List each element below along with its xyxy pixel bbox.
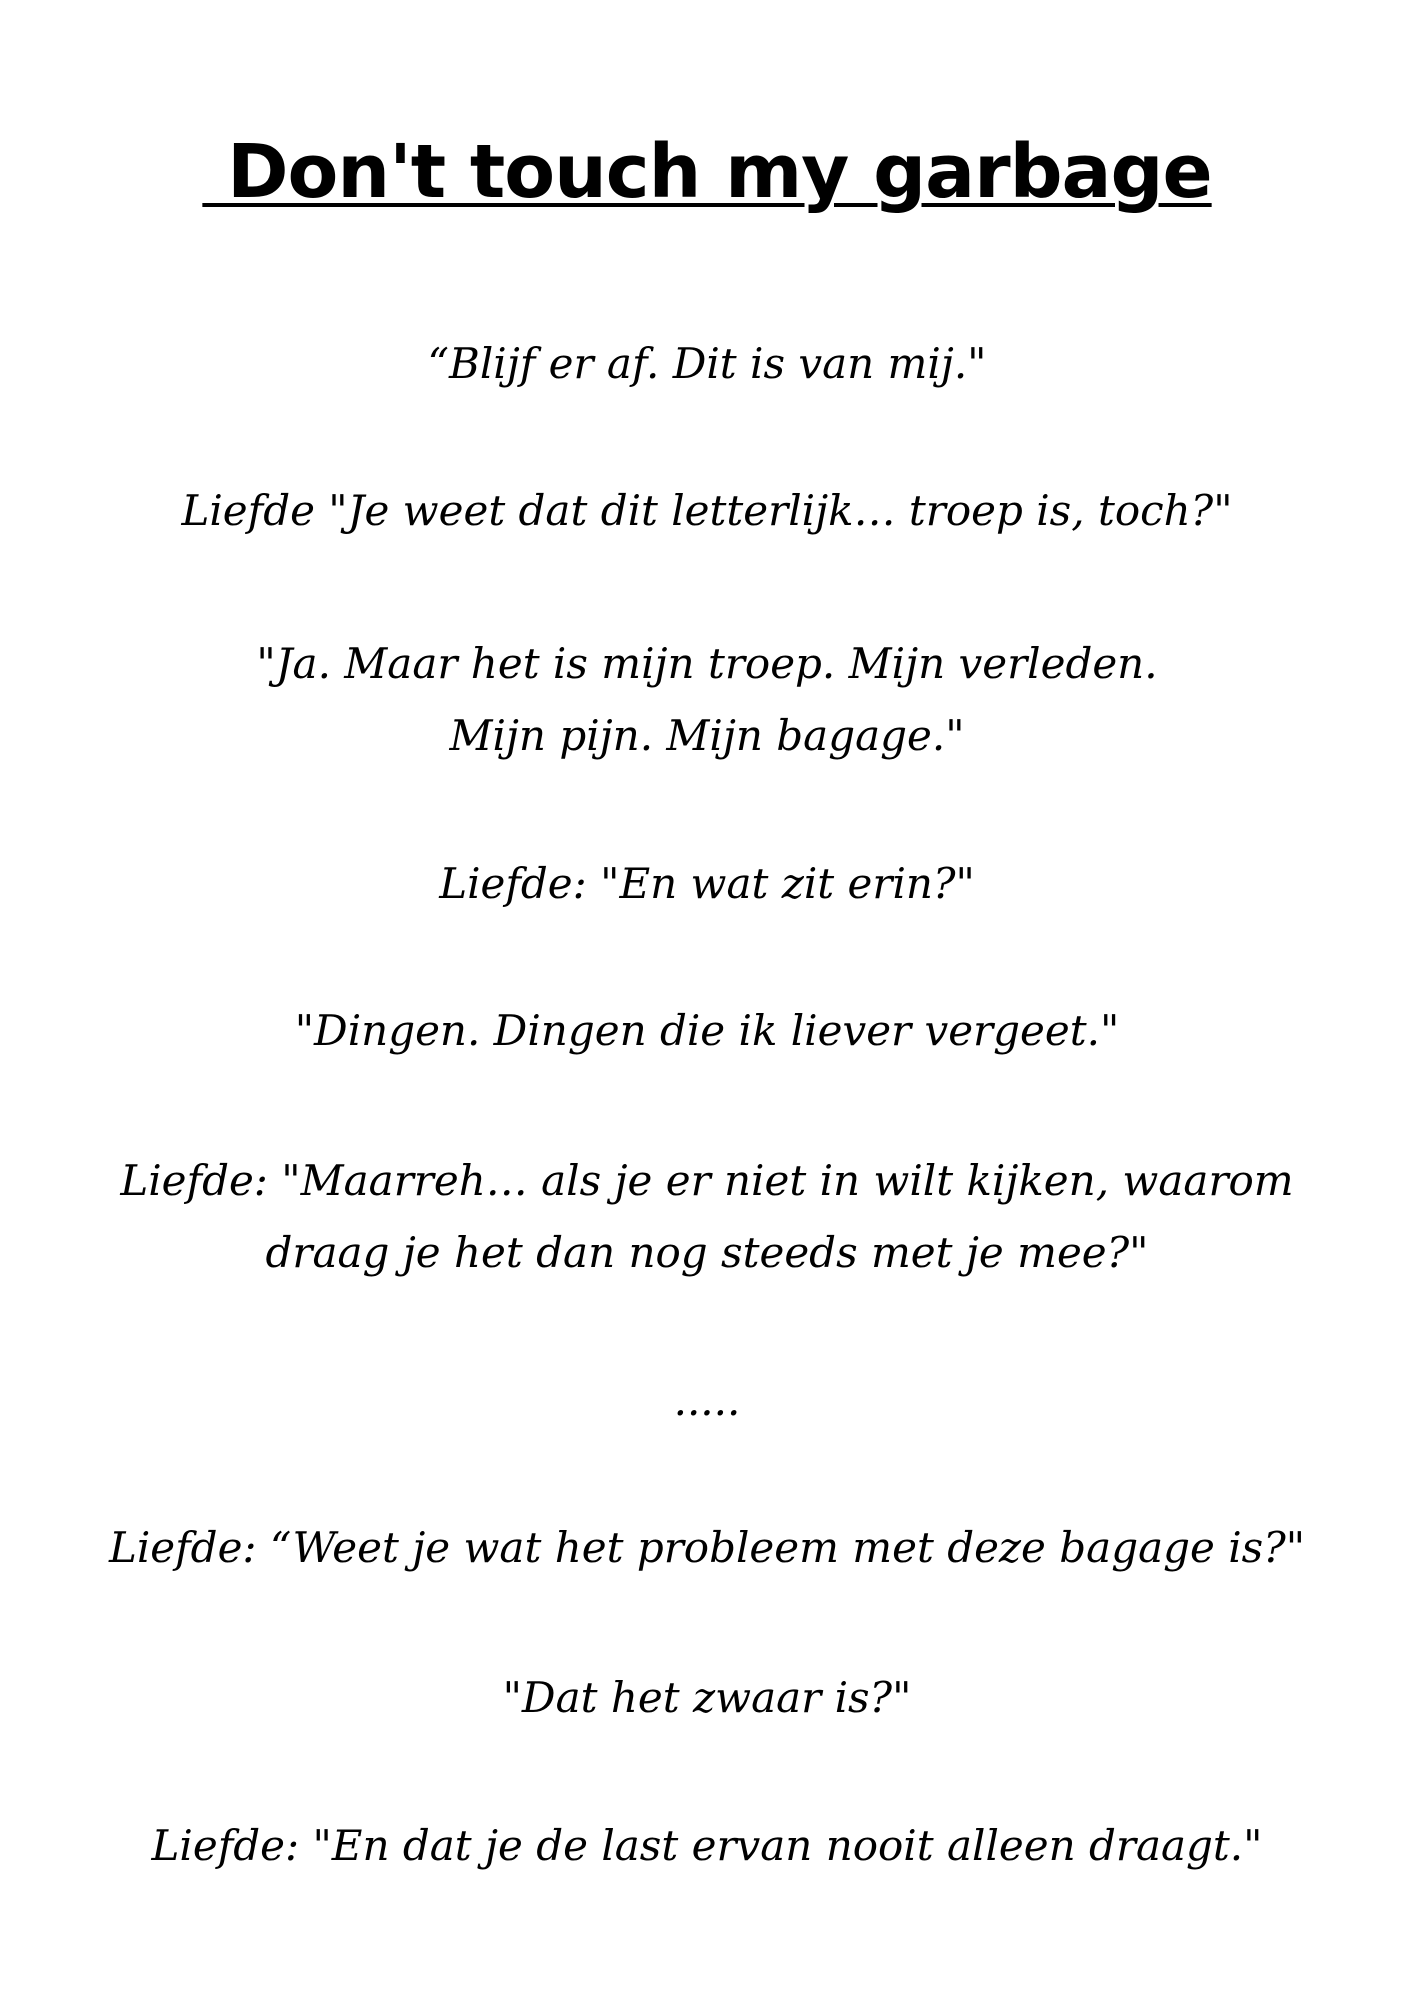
dialogue-line-2: Liefde "Je weet dat dit letterlijk… troep is, toch?" [181,486,1233,535]
dialogue-line-6: "Dingen. Dingen die ik liever vergeet." [294,1006,1120,1055]
dialogue-line-3: "Ja. Maar het is mijn troep. Mijn verleden. [256,639,1158,688]
dialogue-line-7: Liefde: "Maarreh… als je er niet in wilt kijken, waarom [120,1156,1294,1205]
page-title-text: Don't touch my garbage [202,129,1212,215]
dialogue-line-11: Liefde: "En dat je de last ervan nooit alleen draagt." [151,1821,1263,1870]
dialogue-line-4: Mijn pijn. Mijn bagage." [449,711,965,760]
dialogue-line-5: Liefde: "En wat zit erin?" [439,859,975,908]
ellipsis-line: ..... [673,1376,741,1425]
dialogue-line-1: “Blijf er af. Dit is van mij." [427,339,987,388]
dialogue-line-8: draag je het dan nog steeds met je mee?" [265,1228,1149,1277]
page-title [0,128,1414,217]
dialogue-line-10: "Dat het zwaar is?" [502,1673,912,1722]
dialogue-line-9: Liefde: “Weet je wat het probleem met deze bagage is?" [108,1523,1306,1572]
